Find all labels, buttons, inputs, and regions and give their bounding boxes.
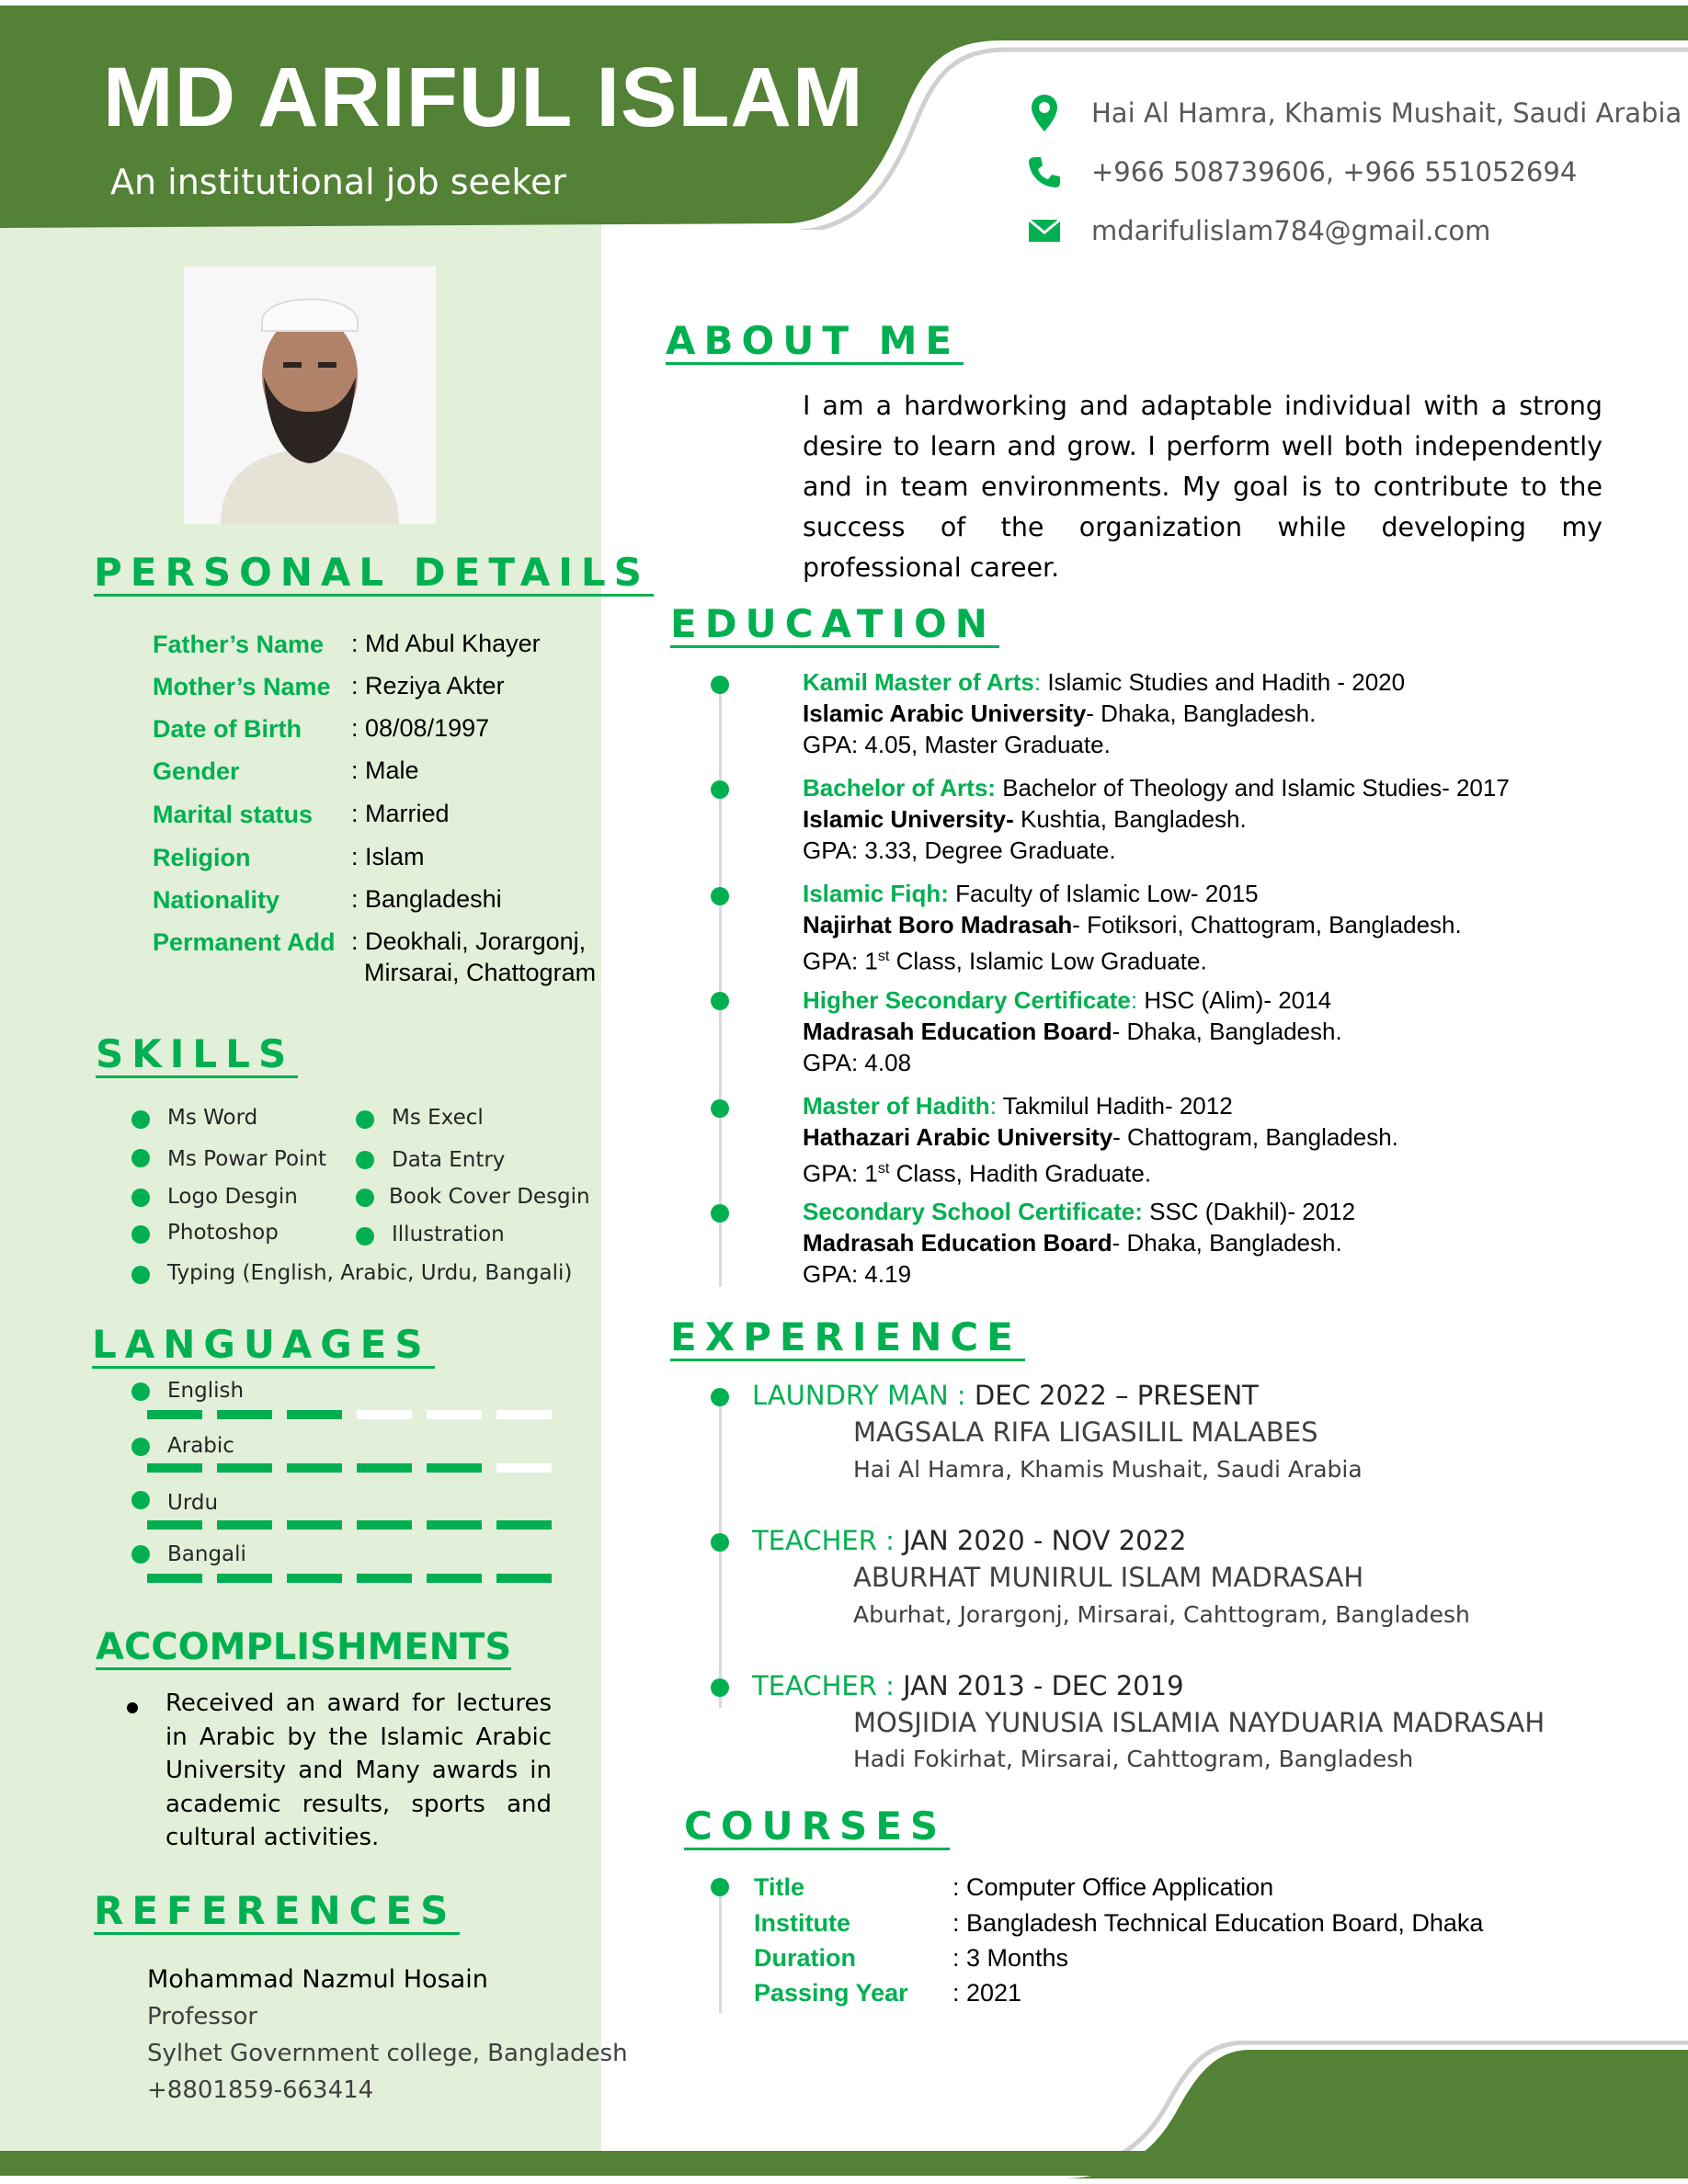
skills-title: SKILLS <box>96 1033 298 1078</box>
bullet-dot <box>131 1189 150 1207</box>
edu-gpa: GPA: 4.05, Master Graduate. <box>803 731 1111 758</box>
bullet-dot <box>131 1266 150 1284</box>
language-level-bar <box>147 1410 579 1421</box>
level-segment-filled <box>357 1520 412 1530</box>
language-level-bar <box>147 1520 579 1531</box>
pd-value: : Married <box>351 800 450 827</box>
edu-subject: HSC (Alim)- 2014 <box>1137 986 1332 1014</box>
edu-gpa <box>803 1154 1151 1189</box>
edu-gpa: GPA: 3.33, Degree Graduate. <box>803 836 1116 864</box>
skill-item: Ms Execl <box>392 1106 484 1130</box>
level-segment-filled <box>496 1574 552 1583</box>
language-level-bar <box>147 1574 579 1585</box>
applicant-name: MD ARIFUL ISLAM <box>103 51 864 144</box>
phone-text[interactable]: +966 508739606, +966 551052694 <box>1091 156 1578 188</box>
skill-item: Logo Desgin <box>167 1185 298 1209</box>
level-segment-empty <box>496 1463 552 1473</box>
bullet-dot <box>131 1491 150 1509</box>
edu-degree: Kamil Master of Arts <box>803 668 1034 696</box>
edu-location: - Dhaka, Bangladesh. <box>1086 700 1317 727</box>
edu-location: - Dhaka, Bangladesh. <box>1112 1018 1342 1045</box>
level-segment-filled <box>357 1463 412 1473</box>
edu-degree: Secondary School Certificate: <box>803 1198 1143 1225</box>
edu-subject: Faculty of Islamic Low- 2015 <box>948 880 1259 907</box>
edu-institution: Hathazari Arabic University <box>803 1123 1113 1151</box>
courses-timeline <box>719 1881 722 2013</box>
pd-label: Religion <box>153 844 251 871</box>
pd-value: : Male <box>351 756 419 784</box>
contact-address <box>1025 92 1682 134</box>
edu-location: - Chattogram, Bangladesh. <box>1112 1123 1398 1151</box>
edu-institution-line <box>803 1122 1398 1153</box>
edu-gpa-sup: st <box>877 949 890 964</box>
bullet-dot <box>356 1151 374 1169</box>
timeline-dot <box>711 780 729 799</box>
edu-gpa-post: Class, Islamic Low Graduate. <box>889 947 1207 975</box>
exp-location: Hai Al Hamra, Khamis Mushait, Saudi Arabia <box>853 1456 1363 1483</box>
level-segment-filled <box>147 1463 202 1473</box>
envelope-icon <box>1025 211 1064 250</box>
pd-label: Marital status <box>153 801 314 828</box>
bullet-dot <box>356 1189 374 1207</box>
skill-item: Typing (English, Arabic, Urdu, Bangali) <box>167 1261 573 1285</box>
pd-label: Gender <box>153 757 240 785</box>
exp-dates: JAN 2020 - NOV 2022 <box>894 1525 1187 1556</box>
about-me-title: ABOUT ME <box>666 320 964 365</box>
accomplishments-title: ACCOMPLISHMENTS <box>96 1626 512 1668</box>
level-segment-empty <box>357 1410 412 1419</box>
edu-institution-line <box>803 1017 1342 1047</box>
accomplishment-text: Received an award for lectures in Arabic by the Islamic Arabic University and Many awards in academic results, sports and cultural activities. <box>165 1689 552 1851</box>
exp-location: Aburhat, Jorargonj, Mirsarai, Cahttogram, Bangladesh <box>853 1601 1470 1628</box>
course-label: Institute <box>754 1909 850 1937</box>
edu-degree: Higher Secondary Certificate <box>803 986 1131 1014</box>
edu-institution-line <box>803 1228 1342 1258</box>
level-segment-filled <box>427 1520 482 1530</box>
personal-details-title: PERSONAL DETAILS <box>94 552 654 597</box>
course-label: Duration <box>754 1944 856 1972</box>
edu-institution: Islamic Arabic University <box>803 700 1087 727</box>
edu-sep: : <box>989 1092 997 1120</box>
course-value: : Computer Office Application <box>952 1873 1274 1901</box>
pd-value: : Islam <box>351 843 425 870</box>
edu-subject: SSC (Dakhil)- 2012 <box>1142 1198 1356 1225</box>
edu-gpa: GPA: 4.19 <box>803 1260 912 1288</box>
timeline-dot <box>711 992 729 1010</box>
exp-role-line <box>752 1380 1259 1411</box>
email-text[interactable]: mdarifulislam784@gmail.com <box>1091 215 1491 246</box>
level-segment-filled <box>287 1463 342 1473</box>
level-segment-filled <box>287 1410 342 1419</box>
pd-value-continued: Mirsarai, Chattogram <box>364 959 597 986</box>
level-segment-filled <box>496 1520 552 1530</box>
tagline: An institutional job seeker <box>110 162 566 202</box>
pd-label: Mother’s Name <box>153 673 331 700</box>
level-segment-filled <box>217 1574 272 1583</box>
skill-item: Photoshop <box>167 1221 279 1245</box>
bullet-dot <box>131 1110 150 1129</box>
timeline-dot <box>711 887 729 905</box>
bullet-dot <box>356 1110 374 1129</box>
level-segment-filled <box>217 1463 272 1473</box>
exp-organization: MAGSALA RIFA LIGASILIL MALABES <box>853 1416 1318 1448</box>
level-segment-filled <box>357 1574 412 1583</box>
bullet-dot <box>131 1382 150 1401</box>
education-title: EDUCATION <box>670 603 999 648</box>
exp-dates: DEC 2022 – PRESENT <box>965 1380 1259 1411</box>
skill-item: Illustration <box>392 1223 505 1246</box>
exp-role: TEACHER : <box>752 1670 895 1701</box>
level-segment-filled <box>287 1520 342 1530</box>
courses-title: COURSES <box>684 1805 950 1850</box>
edu-location: - Dhaka, Bangladesh. <box>1112 1229 1342 1257</box>
bullet-dot <box>131 1225 150 1244</box>
address-text: Hai Al Hamra, Khamis Mushait, Saudi Arabia <box>1091 97 1682 129</box>
exp-organization: ABURHAT MUNIRUL ISLAM MADRASAH <box>853 1562 1364 1593</box>
edu-gpa-pre: GPA: 1 <box>803 947 878 975</box>
pd-label: Date of Birth <box>153 715 302 743</box>
language-name: Urdu <box>167 1491 219 1515</box>
skill-item: Data Entry <box>392 1148 506 1172</box>
edu-degree-line <box>803 985 1331 1016</box>
exp-role-line <box>752 1525 1186 1556</box>
edu-subject: Islamic Studies and Hadith - 2020 <box>1041 668 1406 696</box>
course-label: Title <box>754 1873 805 1901</box>
edu-gpa: GPA: 4.08 <box>803 1049 912 1076</box>
course-value: : 2021 <box>952 1979 1022 2007</box>
bullet-dot <box>131 1438 150 1456</box>
language-name: Bangali <box>167 1542 246 1566</box>
footer-strip <box>0 2151 1688 2176</box>
contact-phone <box>1025 151 1578 193</box>
course-value: : Bangladesh Technical Education Board, Dhaka <box>952 1909 1484 1937</box>
timeline-dot <box>711 1878 729 1896</box>
timeline-dot <box>711 1099 729 1118</box>
edu-subject: Takmilul Hadith- 2012 <box>996 1092 1233 1120</box>
level-segment-filled <box>427 1574 482 1583</box>
pd-value: : Deokhali, Jorargonj, <box>351 927 587 955</box>
edu-gpa-post: Class, Hadith Graduate. <box>889 1159 1152 1188</box>
pd-label: Permanent Add <box>153 928 336 956</box>
pd-value: : Reziya Akter <box>351 672 505 700</box>
profile-photo <box>184 267 436 524</box>
level-segment-filled <box>217 1520 272 1530</box>
level-segment-empty <box>427 1410 482 1419</box>
phone-icon <box>1025 153 1064 191</box>
edu-location: - Fotiksori, Chattogram, Bangladesh. <box>1072 911 1462 938</box>
timeline-dot <box>711 676 729 694</box>
level-segment-filled <box>427 1463 482 1473</box>
edu-gpa-sup: st <box>877 1161 890 1177</box>
bullet-dot <box>127 1702 138 1713</box>
level-segment-filled <box>147 1574 202 1583</box>
edu-gpa-pre: GPA: 1 <box>803 1159 878 1188</box>
reference-phone: +8801859-663414 <box>147 2076 374 2104</box>
level-segment-filled <box>217 1410 272 1419</box>
edu-institution-line <box>803 699 1316 729</box>
pd-value: : Md Abul Khayer <box>351 630 541 657</box>
language-name: Arabic <box>167 1434 234 1458</box>
edu-degree-line <box>803 1091 1233 1121</box>
timeline-dot <box>711 1678 729 1697</box>
reference-institution: Sylhet Government college, Bangladesh <box>147 2040 628 2067</box>
reference-name: Mohammad Nazmul Hosain <box>147 1965 488 1994</box>
edu-sep: : <box>1033 668 1042 696</box>
exp-role: LAUNDRY MAN : <box>752 1380 966 1411</box>
edu-degree: Bachelor of Arts: <box>803 774 996 802</box>
contact-email <box>1025 210 1491 252</box>
exp-dates: JAN 2013 - DEC 2019 <box>894 1670 1184 1701</box>
edu-institution-line <box>803 804 1247 835</box>
edu-degree-line <box>803 1197 1355 1227</box>
exp-role-line <box>752 1670 1184 1701</box>
bullet-dot <box>131 1149 150 1167</box>
references-title: REFERENCES <box>94 1890 460 1935</box>
pd-value: : 08/08/1997 <box>351 714 490 742</box>
timeline-dot <box>711 1204 729 1223</box>
course-label: Passing Year <box>754 1979 908 2007</box>
level-segment-empty <box>496 1410 552 1419</box>
experience-timeline <box>719 1395 722 1708</box>
language-name: English <box>167 1379 245 1403</box>
timeline-dot <box>711 1533 729 1552</box>
edu-location: Kushtia, Bangladesh. <box>1013 805 1247 833</box>
edu-degree: Master of Hadith <box>803 1092 990 1120</box>
skill-item: Book Cover Desgin <box>389 1185 590 1209</box>
edu-gpa <box>803 941 1207 977</box>
level-segment-filled <box>147 1520 202 1530</box>
edu-institution: Islamic University- <box>803 805 1014 833</box>
edu-sep: : <box>1130 986 1138 1014</box>
skill-item: Ms Powar Point <box>167 1147 327 1171</box>
level-segment-filled <box>287 1574 342 1583</box>
edu-subject: Bachelor of Theology and Islamic Studies- 2017 <box>995 774 1510 802</box>
exp-location: Hadi Fokirhat, Mirsarai, Cahttogram, Bangladesh <box>853 1746 1414 1772</box>
timeline-dot <box>711 1388 729 1406</box>
reference-position: Professor <box>147 2003 258 2030</box>
edu-degree-line <box>803 773 1510 803</box>
experience-title: EXPERIENCE <box>670 1316 1025 1361</box>
about-text: I am a hardworking and adaptable individual with a strong desire to learn and grow. I perform well both independently and in team environments. My goal is to contribute to the success of the organization while developing my professional career. <box>803 391 1602 583</box>
edu-degree: Islamic Fiqh: <box>803 880 949 907</box>
edu-degree-line <box>803 667 1405 698</box>
exp-role: TEACHER : <box>752 1525 895 1556</box>
languages-title: LANGUAGES <box>92 1324 435 1369</box>
pd-label: Nationality <box>153 886 280 914</box>
language-level-bar <box>147 1463 579 1474</box>
pd-label: Father’s Name <box>153 631 325 658</box>
bullet-dot <box>131 1545 150 1564</box>
exp-organization: MOSJIDIA YUNUSIA ISLAMIA NAYDUARIA MADRASAH <box>853 1707 1545 1738</box>
bullet-dot <box>356 1227 374 1246</box>
edu-degree-line <box>803 879 1259 909</box>
location-pin-icon <box>1025 94 1064 132</box>
edu-institution: Madrasah Education Board <box>803 1229 1112 1257</box>
course-value: : 3 Months <box>952 1944 1069 1972</box>
edu-institution: Madrasah Education Board <box>803 1018 1112 1045</box>
edu-institution-line <box>803 910 1462 940</box>
level-segment-filled <box>147 1410 202 1419</box>
pd-value: : Bangladeshi <box>351 885 502 913</box>
skill-item: Ms Word <box>167 1106 258 1130</box>
education-timeline <box>719 677 722 1287</box>
edu-institution: Najirhat Boro Madrasah <box>803 911 1073 938</box>
